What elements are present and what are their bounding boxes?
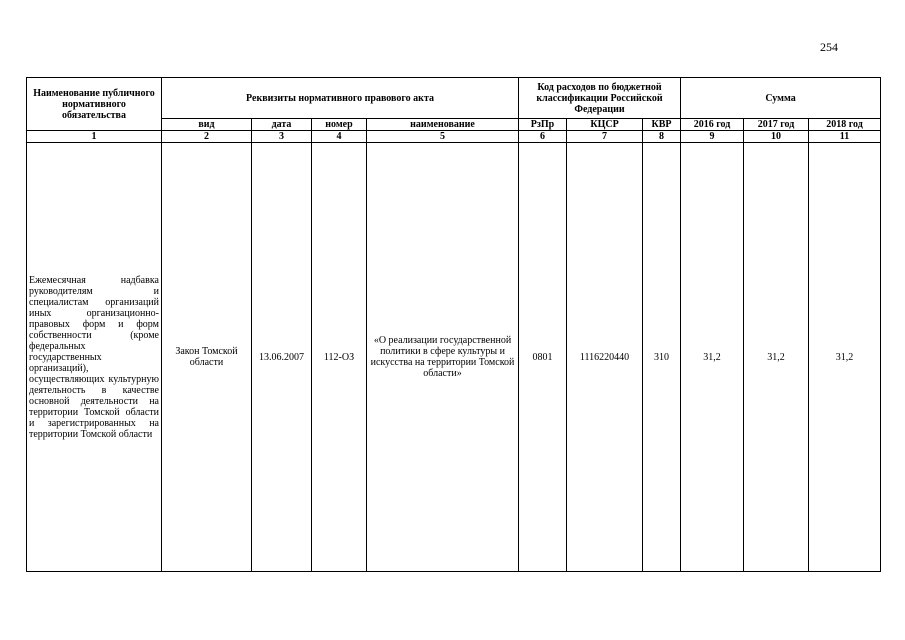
header-2016: 2016 год (681, 119, 744, 131)
sum-2017-cell: 31,2 (744, 143, 809, 572)
header-requisites: Реквизиты нормативного правового акта (162, 78, 519, 119)
column-number: 9 (681, 131, 744, 143)
column-number: 8 (643, 131, 681, 143)
column-number: 2 (162, 131, 252, 143)
column-number: 3 (252, 131, 312, 143)
page-number: 254 (820, 40, 838, 54)
sum-2018-cell: 31,2 (809, 143, 881, 572)
header-kvr: КВР (643, 119, 681, 131)
header-budget-code: Код расходов по бюджетной классификации Российской Федерации (519, 78, 681, 119)
header-rzpr: РзПр (519, 119, 567, 131)
column-number: 5 (367, 131, 519, 143)
column-number: 1 (27, 131, 162, 143)
header-kcsr: КЦСР (567, 119, 643, 131)
obligation-cell: Ежемесячная надбавка руководителям и специалистам организаций иных организационно-правовых форм и форм собственности (кроме федеральных государственных организаций), осуществляющих культурную деятельность в качестве основной деятельности на территории Томской области и зарегистрированных на территории Томской области (27, 143, 162, 572)
act-type-cell: Закон Томской области (162, 143, 252, 572)
act-name-cell: «О реализации государственной политики в сфере культуры и искусства на территории Томской области» (367, 143, 519, 572)
header-type: вид (162, 119, 252, 131)
act-number-cell: 112-ОЗ (312, 143, 367, 572)
act-date-cell: 13.06.2007 (252, 143, 312, 572)
kcsr-cell: 1116220440 (567, 143, 643, 572)
column-number: 7 (567, 131, 643, 143)
column-number: 6 (519, 131, 567, 143)
header-sum: Сумма (681, 78, 881, 119)
sum-2016-cell: 31,2 (681, 143, 744, 572)
header-number: номер (312, 119, 367, 131)
header-obligation: Наименование публичного нормативного обязательства (27, 78, 162, 131)
column-number: 10 (744, 131, 809, 143)
column-number: 11 (809, 131, 881, 143)
column-number: 4 (312, 131, 367, 143)
header-name: наименование (367, 119, 519, 131)
header-2017: 2017 год (744, 119, 809, 131)
rzpr-cell: 0801 (519, 143, 567, 572)
header-date: дата (252, 119, 312, 131)
column-number-row (27, 131, 881, 143)
header-2018: 2018 год (809, 119, 881, 131)
regulatory-obligations-table (26, 77, 881, 572)
kvr-cell: 310 (643, 143, 681, 572)
table-row (27, 143, 881, 572)
header-row-groups (27, 78, 881, 119)
